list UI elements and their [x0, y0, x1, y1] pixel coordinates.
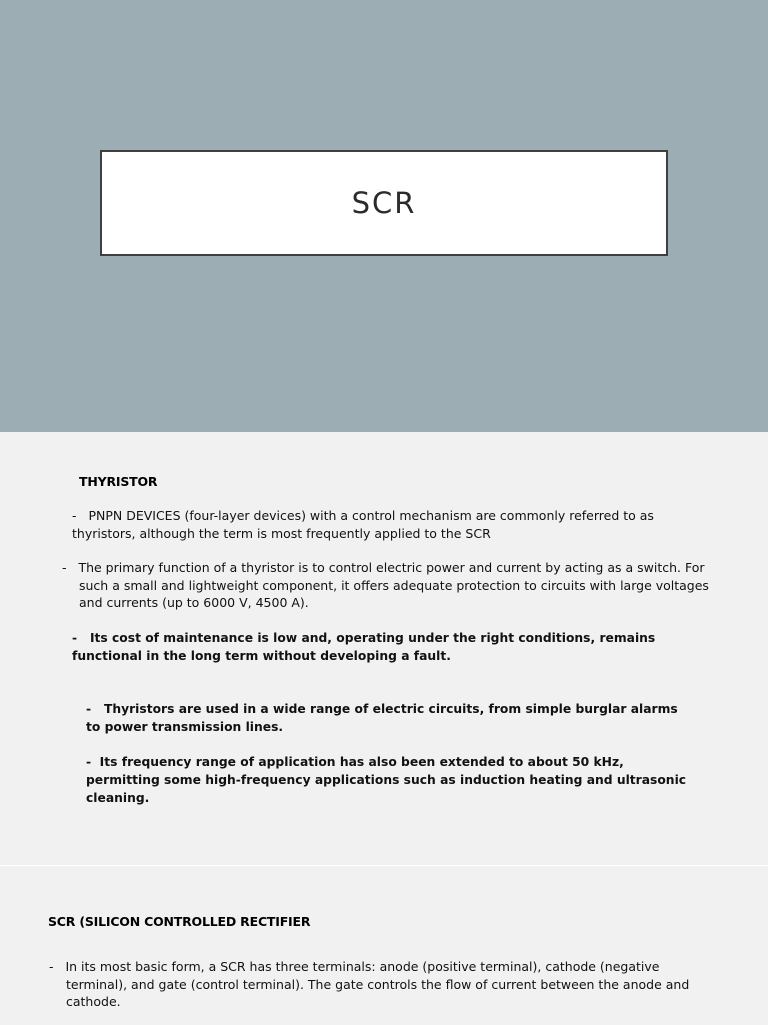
section-heading: THYRISTOR — [79, 474, 158, 489]
section-heading: SCR (SILICON CONTROLLED RECTIFIER — [48, 914, 311, 929]
bullet-text: Its frequency range of application has also been extended to about 50 kHz, permitting some high-frequency applications such as induction heating and ultrasonic cleaning. — [86, 755, 687, 805]
bullet-dash: - — [72, 631, 78, 645]
title-slide — [0, 0, 768, 432]
bullet-text: The primary function of a thyristor is to control electric power and current by acting as a switch. For such a small and lightweight component, it offers adequate protection to circuits with large voltages and currents (up to 6000 V, 4500 A). — [78, 560, 709, 610]
bullet-text: In its most basic form, a SCR has three terminals: anode (positive terminal), cathode (negative terminal), and gate (control terminal). The gate controls the flow of current between the anode and cathode. — [65, 959, 690, 1009]
bullet-dash: - — [86, 702, 92, 716]
thyristor-slide — [0, 432, 768, 865]
bullet-dash: - — [72, 508, 77, 523]
bullet-text: PNPN DEVICES (four-layer devices) with a control mechanism are commonly referred to as thyristors, although the term is most frequently applied to the SCR — [72, 508, 654, 541]
bullet-dash: - — [49, 959, 54, 974]
slide-title: SCR — [351, 186, 417, 220]
bullet-point — [86, 700, 686, 736]
scr-slide — [0, 865, 768, 1025]
bullet-point — [62, 559, 715, 612]
bullet-dash: - — [86, 755, 92, 769]
bullet-point — [72, 629, 697, 665]
bullet-text: Thyristors are used in a wide range of electric circuits, from simple burglar alarms to power transmission lines. — [86, 702, 678, 734]
title-box — [100, 150, 668, 256]
bullet-dash: - — [62, 560, 67, 575]
bullet-point — [86, 753, 701, 807]
bullet-point — [72, 507, 697, 542]
bullet-point — [49, 958, 701, 1011]
bullet-text: Its cost of maintenance is low and, operating under the right conditions, remains functional in the long term without developing a fault. — [72, 631, 656, 663]
